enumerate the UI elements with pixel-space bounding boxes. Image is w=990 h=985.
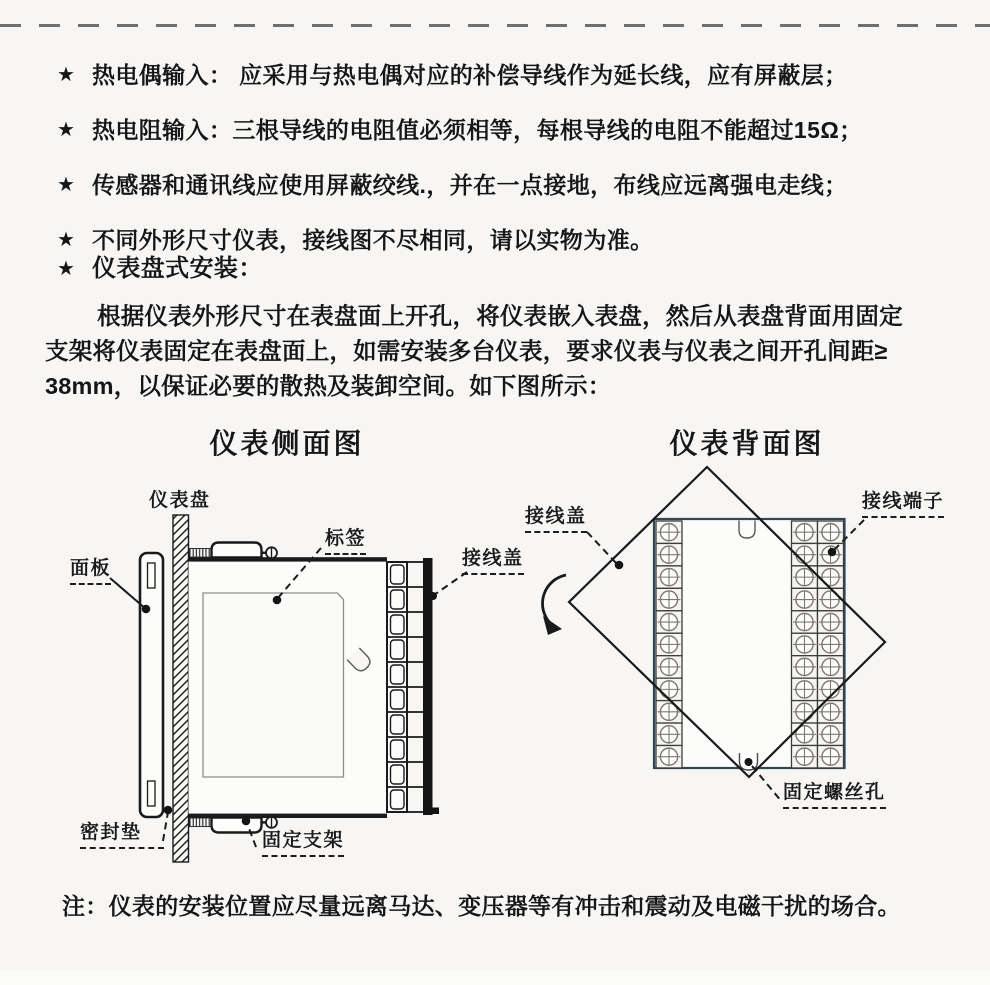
paragraph-line: 支架将仪表固定在表盘面上，如需安装多台仪表，要求仪表与仪表之间开孔间距≥ (45, 338, 888, 364)
side-view-diagram (110, 515, 467, 862)
top-clip (739, 521, 755, 539)
panel-wall (173, 515, 189, 862)
label-gasket: 密封垫 (80, 817, 164, 849)
rear-terminal-ladder (387, 562, 423, 812)
label-wiring-cover-side: 接线盖 (462, 543, 524, 575)
label-panel-board: 仪表盘 (149, 490, 211, 511)
rotation-arrow-icon (542, 575, 566, 635)
bullet-text: 热电偶输入： 应采用与热电偶对应的补偿导线作为延长线，应有屏蔽层； (91, 62, 848, 88)
label-fixing-bracket: 固定支架 (262, 825, 344, 857)
top-fixing-bracket (190, 543, 278, 559)
side-view-title: 仪表侧面图 (209, 429, 365, 460)
label-sticker-area (203, 593, 344, 777)
star-icon: ★ (57, 258, 75, 280)
label-terminals: 接线端子 (862, 486, 944, 518)
bullet-thermocouple (57, 60, 848, 90)
paragraph-line: 38mm，以保证必要的散热及装卸空间。如下图所示： (45, 373, 612, 399)
bullet-text: 传感器和通讯线应使用屏蔽绞线.，并在一点接地，布线应远离强电走线； (91, 172, 848, 198)
bullet-text: 不同外形尺寸仪表，接线图不尽相同，请以实物为准。 (91, 227, 654, 253)
paragraph-line: 根据仪表外形尺寸在表盘面上开孔，将仪表嵌入表盘，然后从表盘背面用固定 (97, 303, 903, 329)
section-title: 仪表盘式安装： (91, 255, 263, 282)
installation-note: 注：仪表的安装位置应尽量远离马达、变压器等有冲击和震动及电磁干扰的场合。 (62, 893, 901, 919)
star-icon: ★ (57, 64, 75, 86)
star-icon: ★ (57, 174, 75, 196)
label-sticker: 标签 (325, 523, 366, 555)
front-bezel (140, 553, 163, 817)
bullet-text: 热电阻输入：三根导线的电阻值必须相等，每根导线的电阻不能超过15Ω； (91, 117, 863, 143)
label-front-panel: 面板 (70, 553, 111, 585)
torn-page-divider (0, 24, 990, 27)
back-view-title: 仪表背面图 (669, 429, 825, 460)
star-icon: ★ (57, 119, 75, 141)
bullet-wiring-diagram (57, 225, 654, 255)
label-wiring-cover-back: 接线盖 (525, 501, 587, 533)
section-header-panel-mount (57, 254, 263, 284)
bullet-shielded-wire (57, 170, 848, 200)
label-fixing-screw-hole: 固定螺丝孔 (783, 777, 886, 809)
star-icon: ★ (57, 229, 75, 251)
page-bottom (0, 970, 990, 985)
bullet-rtd (57, 115, 863, 145)
